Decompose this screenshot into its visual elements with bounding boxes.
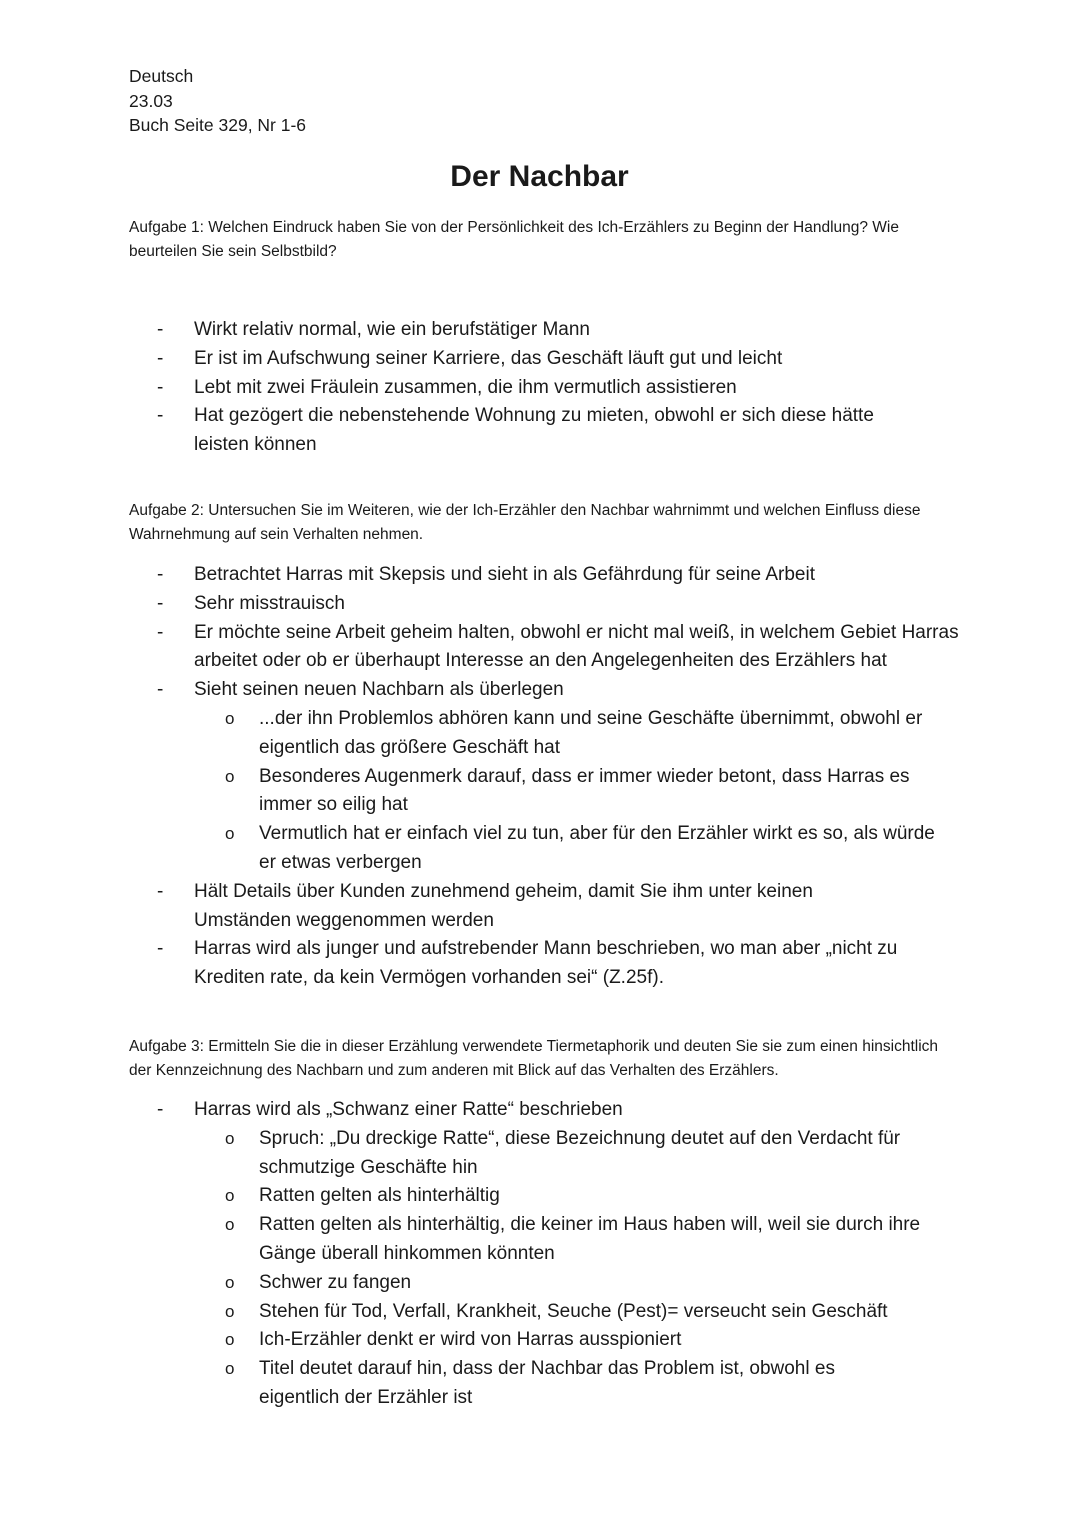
list-item (129, 402, 914, 460)
list-item-text: Er möchte seine Arbeit geheim halten, obwohl er nicht mal weiß, in welchem Gebiet Harras arbeitet oder ob er überhaupt Interesse an den Angelegenheiten des Erzählers hat (194, 621, 959, 672)
list-item (129, 561, 959, 590)
sub-list-item (129, 1355, 879, 1413)
list-item-text: Hat gezögert die nebenstehende Wohnung zu mieten, obwohl er sich diese hätte leisten können (194, 405, 874, 456)
list-item (129, 878, 849, 936)
circle-bullet: o (225, 1272, 235, 1292)
sub-list-item-text: Ich-Erzähler denkt er wird von Harras ausspioniert (259, 1329, 682, 1351)
list-item-text: Lebt mit zwei Fräulein zusammen, die ihm vermutlich assistieren (194, 376, 737, 398)
task-3-answers (129, 1096, 959, 1413)
circle-bullet: o (225, 1215, 235, 1235)
dash-bullet: - (157, 1099, 164, 1120)
dash-bullet: - (157, 621, 164, 643)
circle-bullet: o (225, 1186, 235, 1206)
date-label: 23.03 (129, 90, 173, 111)
task-2-answers (129, 561, 959, 993)
list-item-text: Wirkt relativ normal, wie ein berufstätiger Mann (194, 319, 590, 340)
dash-bullet: - (157, 938, 164, 960)
list-item-text: Sieht seinen neuen Nachbarn als überlegen (194, 679, 564, 701)
sub-list-item-text: Besonderes Augenmerk darauf, dass er immer wieder betont, dass Harras es immer so eilig hat (259, 765, 910, 816)
dash-bullet: - (157, 376, 164, 398)
list-item (129, 619, 959, 677)
document-header (129, 64, 306, 138)
list-item (129, 676, 959, 705)
list-item (129, 1096, 959, 1125)
circle-bullet: o (225, 1301, 235, 1321)
task-1-answers (129, 316, 959, 460)
list-item-text: Er ist im Aufschwung seiner Karriere, das Geschäft läuft gut und leicht (194, 347, 783, 369)
list-item-text: Betrachtet Harras mit Skepsis und sieht in als Gefährdung für seine Arbeit (194, 564, 815, 585)
sub-list-item (129, 1269, 959, 1298)
dash-bullet: - (157, 319, 164, 340)
dash-bullet: - (157, 592, 164, 614)
dash-bullet: - (157, 405, 164, 427)
list-item (129, 590, 959, 619)
sub-list-item-text: Vermutlich hat er einfach viel zu tun, aber für den Erzähler wirkt es so, als würde er etwas verbergen (259, 823, 935, 873)
sub-list-item (129, 820, 949, 878)
sub-list-item (129, 1182, 959, 1211)
circle-bullet: o (225, 824, 235, 844)
sub-list-item-text: Ratten gelten als hinterhältig (259, 1185, 500, 1207)
dash-bullet: - (157, 679, 164, 701)
book-reference: Buch Seite 329, Nr 1-6 (129, 115, 307, 135)
sub-list-item-text: Ratten gelten als hinterhältig, die keiner im Haus haben will, weil sie durch ihre Gänge überall hinkommen könnten (259, 1214, 921, 1264)
sub-list-item-text: ...der ihn Problemlos abhören kann und seine Geschäfte übernimmt, obwohl er eigentlich das größere Geschäft hat (259, 707, 923, 758)
list-item (129, 935, 959, 993)
list-item-text: Harras wird als „Schwanz einer Ratte“ beschrieben (194, 1099, 623, 1120)
circle-bullet: o (225, 766, 235, 786)
list-item (129, 374, 959, 403)
sub-list-item-text: Schwer zu fangen (259, 1271, 412, 1293)
sub-list-item (129, 763, 949, 821)
list-item-text: Hält Details über Kunden zunehmend geheim, damit Sie ihm unter keinen Umständen weggenommen werden (194, 880, 813, 931)
list-item (129, 345, 959, 374)
sub-list-item (129, 1326, 959, 1355)
dash-bullet: - (157, 880, 164, 902)
task-2-prompt: Aufgabe 2: Untersuchen Sie im Weiteren, wie der Ich-Erzähler den Nachbar wahrnimmt und welchen Einfluss diese Wahrnehmung auf sein Verhalten nehmen. (129, 502, 921, 543)
dash-bullet: - (157, 347, 164, 369)
sub-list-item (129, 1211, 959, 1269)
dash-bullet: - (157, 564, 164, 585)
sub-list-item (129, 1125, 959, 1183)
sub-list-item-text: Stehen für Tod, Verfall, Krankheit, Seuche (Pest)= verseucht sein Geschäft (259, 1300, 888, 1322)
circle-bullet: o (225, 1359, 235, 1379)
list-item-text: Sehr misstrauisch (194, 592, 345, 614)
list-item (129, 316, 959, 345)
subject-label: Deutsch (129, 66, 194, 86)
sub-list-item-text: Titel deutet darauf hin, dass der Nachbar das Problem ist, obwohl es eigentlich der Erzähler ist (259, 1358, 835, 1408)
circle-bullet: o (225, 1330, 235, 1350)
task-3-prompt: Aufgabe 3: Ermitteln Sie die in dieser Erzählung verwendete Tiermetaphorik und deuten Sie sie zum einen hinsichtlich der Kennzeichnung des Nachbarn und zum anderen mit Blick auf das Verhalten des Erzählers. (129, 1038, 939, 1079)
sub-list-item (129, 705, 959, 763)
circle-bullet: o (225, 708, 235, 728)
sub-list-item-text: Spruch: „Du dreckige Ratte“, diese Bezeichnung deutet auf den Verdacht für schmutzige Geschäfte hin (259, 1127, 901, 1178)
list-item-text: Harras wird als junger und aufstrebender Mann beschrieben, wo man aber „nicht zu Krediten rate, da kein Vermögen vorhanden sei“ (Z.25f). (194, 938, 898, 989)
sub-list-item (129, 1298, 959, 1327)
page-title: Der Nachbar (450, 160, 629, 193)
task-1-prompt: Aufgabe 1: Welchen Eindruck haben Sie von der Persönlichkeit des Ich-Erzählers zu Beginn der Handlung? Wie beurteilen Sie sein Selbstbild? (129, 219, 899, 260)
circle-bullet: o (225, 1128, 235, 1148)
